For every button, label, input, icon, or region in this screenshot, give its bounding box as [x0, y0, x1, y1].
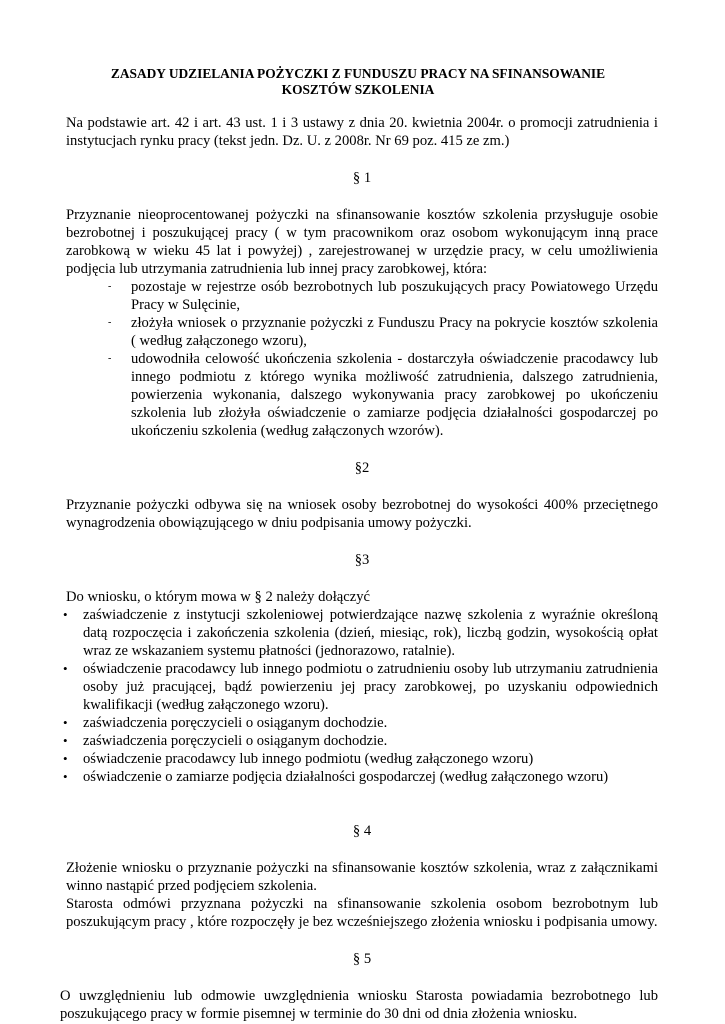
section-4-heading: § 4: [352, 823, 372, 839]
list-item: - pozostaje w rejestrze osób bezrobotnych lub poszukujących pracy Powiatowego Urzędu Pracy w Sulęcinie,: [108, 279, 658, 313]
section-3-list: [63, 606, 658, 786]
section-2-text: Przyznanie pożyczki odbywa się na wniosek osoby bezrobotnej do wysokości 400% przeciętnego wynagrodzenia obowiązującego w dniu podpisania umowy pożyczki.: [66, 497, 658, 531]
bullet-marker: •: [63, 715, 68, 730]
section-5-text: O uwzględnieniu lub odmowie uwzględnienia wniosku Starosta powiadamia bezrobotnego lub poszukującego pracy w formie pisemnej w terminie do 30 dni od dnia złożenia wniosku.: [60, 988, 658, 1022]
list-item: • zaświadczenia poręczycieli o osiąganym dochodzie.: [63, 733, 388, 749]
title-line-2: KOSZTÓW SZKOLENIA: [281, 82, 435, 97]
list-item: • oświadczenie pracodawcy lub innego podmiotu (według załączonego wzoru): [63, 751, 534, 767]
dash-marker: -: [108, 353, 112, 364]
document-title: [58, 66, 658, 98]
section-4-text-2: Starosta odmówi przyznana pożyczki na sfinansowanie szkolenia osobom bezrobotnym lub poszukującym pracy , które rozpoczęły je bez wcześniejszego złożenia wniosku i podpisania umowy.: [66, 896, 658, 930]
section-3-text: Do wniosku, o którym mowa w § 2 należy dołączyć: [66, 589, 370, 605]
bullet-marker: •: [63, 607, 68, 622]
section-2-heading: §2: [354, 460, 370, 476]
section-1-heading: § 1: [352, 170, 372, 186]
section-3-heading: §3: [354, 552, 370, 568]
bullet-marker: •: [63, 769, 68, 784]
intro-paragraph: Na podstawie art. 42 i art. 43 ust. 1 i 3 ustawy z dnia 20. kwietnia 2004r. o promocji zatrudnienia i instytucjach rynku pracy (tekst jedn. Dz. U. z 2008r. Nr 69 poz. 415 ze zm.): [66, 115, 658, 149]
dash-marker: -: [108, 281, 112, 292]
section-1-text: Przyznanie nieoprocentowanej pożyczki na sfinansowanie kosztów szkolenia przysługuje osobie bezrobotnej i poszukującej pracy ( w tym pracownikom oraz osobom wykonującym inną prace zarobkową w wieku 45 lat i powyżej) , zarejestrowanej w urzędzie pracy, w celu umożliwienia podjęcia lub utrzymania zatrudnienia lub innej pracy zarobkowej, która:: [66, 207, 658, 277]
title-line-1: ZASADY UDZIELANIA POŻYCZKI Z FUNDUSZU PRACY NA SFINANSOWANIE: [110, 66, 606, 81]
bullet-marker: •: [63, 733, 68, 748]
document-page: [60, 66, 658, 1023]
list-item: • zaświadczenia poręczycieli o osiąganym dochodzie.: [63, 715, 388, 731]
section-4-text-1: Złożenie wniosku o przyznanie pożyczki na sfinansowanie kosztów szkolenia, wraz z załącznikami winno nastąpić przed podjęciem szkolenia.: [66, 860, 658, 894]
list-item: - złożyła wniosek o przyznanie pożyczki z Funduszu Pracy na pokrycie kosztów szkolenia ( według załączonego wzoru),: [108, 315, 658, 349]
list-item: • zaświadczenie z instytucji szkoleniowej potwierdzające nazwę szkolenia z wyraźnie określoną datą rozpoczęcia i zakończenia szkolenia (dzień, miesiąc, rok), liczbą godzin, wysokością opłat wraz ze wskazaniem systemu płatności (jednorazowo, ratalnie).: [63, 607, 658, 659]
section-5-heading: § 5: [352, 951, 372, 967]
list-item: • oświadczenie pracodawcy lub innego podmiotu o zatrudnieniu osoby lub utrzymaniu zatrudnienia osoby już pracującej, bądź powierzeniu jej pracy zarobkowej, po uzyskaniu odpowiednich kwalifikacji (według załączonego wzoru).: [63, 661, 658, 713]
dash-marker: -: [108, 317, 112, 328]
bullet-marker: •: [63, 661, 68, 676]
bullet-marker: •: [63, 751, 68, 766]
list-item: - udowodniła celowość ukończenia szkolenia - dostarczyła oświadczenie pracodawcy lub innego podmiotu z którego wynika możliwość zatrudnienia, dalszego zatrudnienia, powierzenia wykonania, dalszego wykonywania pracy zarobkowej po ukończeniu szkolenia lub złożyła oświadczenie o zamiarze podjęcia działalności gospodarczej po ukończeniu szkolenia (według załączonych wzorów).: [108, 351, 658, 439]
section-1-list: [66, 278, 658, 440]
list-item: • oświadczenie o zamiarze podjęcia działalności gospodarczej (według załączonego wzoru): [63, 769, 609, 785]
